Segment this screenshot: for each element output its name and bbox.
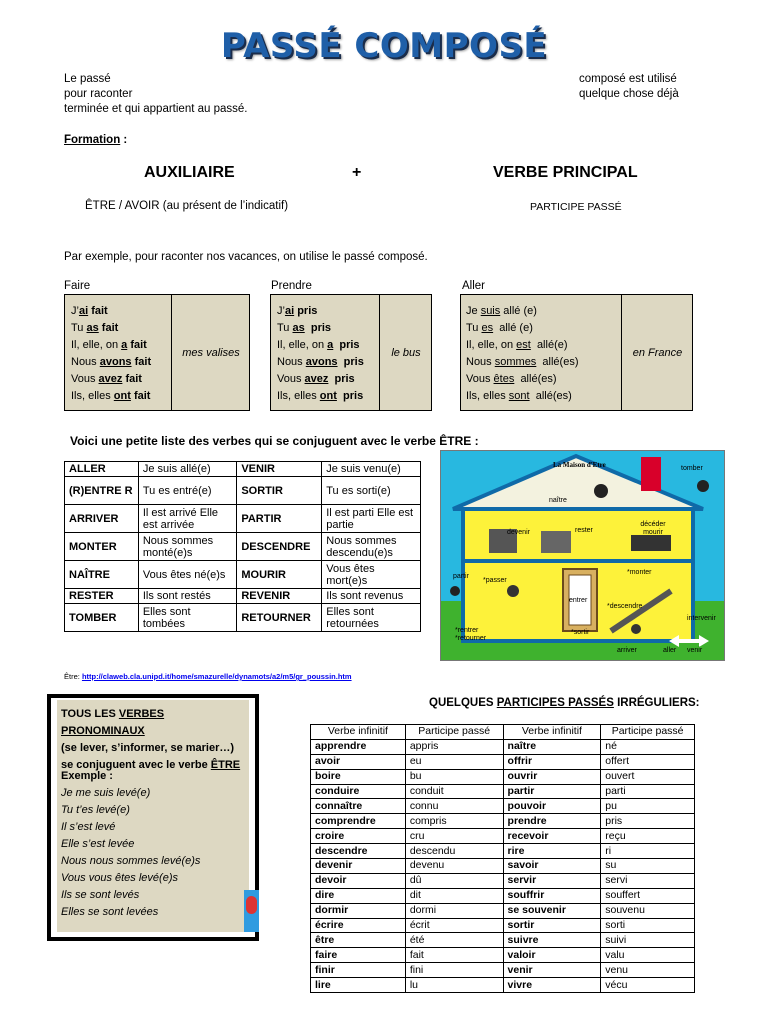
participes-table <box>310 724 695 993</box>
pp-infinitive-cell: devoir <box>311 873 406 888</box>
etre-verb-cell: ALLER <box>65 462 139 477</box>
intro-left <box>64 72 247 117</box>
conj-pronoun: Vous <box>71 373 99 385</box>
pp-row <box>311 769 695 784</box>
intro-line: pour raconter <box>64 88 133 100</box>
conj-pronoun: Ils, elles <box>277 390 320 402</box>
conj-line <box>277 303 364 320</box>
conj-participle: allé(es) <box>536 356 579 368</box>
conj-pronoun: J’ <box>277 305 285 317</box>
pp-heading-post: IRRÉGULIERS: <box>613 697 700 709</box>
pp-header-cell: Participe passé <box>405 725 503 740</box>
etre-verb-cell: RETOURNER <box>237 604 322 632</box>
conj-participle: pris <box>328 373 355 385</box>
pron-line-1 <box>61 706 247 740</box>
pp-participle-cell: pu <box>601 799 695 814</box>
maison-label: décéder mourir <box>640 521 666 536</box>
pp-infinitive-cell: offrir <box>503 754 601 769</box>
conj-auxiliary: est <box>516 339 531 351</box>
conj-line <box>71 354 151 371</box>
conj-pronoun: Vous <box>277 373 305 385</box>
pron-exemple: Exemple : <box>61 770 113 782</box>
pron-etre: ÊTRE <box>210 759 241 771</box>
conj-line <box>71 303 151 320</box>
pron-vp: VERBES PRONOMINAUX <box>61 708 165 737</box>
pp-infinitive-cell: comprendre <box>311 814 406 829</box>
etre-row <box>65 604 421 632</box>
maison-label: *passer <box>483 577 507 584</box>
etre-verb-cell: REVENIR <box>237 589 322 604</box>
pp-infinitive-cell: partir <box>503 784 601 799</box>
etre-verb-cell: PARTIR <box>237 505 322 533</box>
maison-label: arriver <box>617 647 637 654</box>
pp-participle-cell: devenu <box>405 859 503 874</box>
pp-infinitive-cell: avoir <box>311 754 406 769</box>
pp-participle-cell: souvenu <box>601 903 695 918</box>
pp-participle-cell: venu <box>601 963 695 978</box>
pp-participle-cell: offert <box>601 754 695 769</box>
conj-lines <box>277 303 364 405</box>
conj-participle: fait <box>88 305 108 317</box>
pron-example-line: Tu t’es levé(e) <box>61 804 130 816</box>
etre-conj-cell: Vous êtes mort(e)s <box>322 561 421 589</box>
conj-pronoun: Il, elle, on <box>466 339 517 351</box>
pp-infinitive-cell: sortir <box>503 918 601 933</box>
maison-label: venir <box>687 647 703 654</box>
conj-auxiliary: sont <box>508 390 530 402</box>
maison-label: *descendre <box>607 603 643 610</box>
conj-line <box>71 388 151 405</box>
example-sentence: Par exemple, pour raconter nos vacances, on utilise le passé composé. <box>64 251 428 263</box>
etre-link-line <box>64 672 352 681</box>
etre-verb-table <box>64 461 421 632</box>
conj-line <box>466 320 579 337</box>
etre-conj-cell: Ils sont revenus <box>322 589 421 604</box>
conj-participle: fait <box>131 356 152 368</box>
formula-plus: + <box>352 164 362 181</box>
pron-example-line: Vous vous êtes levé(e)s <box>61 872 178 884</box>
conj-participle: allé(es) <box>514 373 557 385</box>
pp-infinitive-cell: vivre <box>503 978 601 993</box>
pp-row <box>311 933 695 948</box>
pp-infinitive-cell: recevoir <box>503 829 601 844</box>
decor-circle <box>246 896 257 914</box>
conj-participle: pris <box>333 339 360 351</box>
maison-label: rester <box>575 527 593 534</box>
etre-conj-cell: Je suis venu(e) <box>322 462 421 477</box>
conj-pronoun: Nous <box>71 356 100 368</box>
conj-lines <box>466 303 579 405</box>
pp-row <box>311 873 695 888</box>
conj-pronoun: Tu <box>466 322 482 334</box>
pp-participle-cell: cru <box>405 829 503 844</box>
pp-header-cell: Participe passé <box>601 725 695 740</box>
etre-verb-cell: TOMBER <box>65 604 139 632</box>
etre-row <box>65 505 421 533</box>
conj-auxiliary: es <box>481 322 494 334</box>
pp-infinitive-cell: connaître <box>311 799 406 814</box>
pp-participle-cell: servi <box>601 873 695 888</box>
conj-complement: mes valises <box>182 346 240 359</box>
etre-conj-cell: Tu es entré(e) <box>138 477 237 505</box>
pp-row <box>311 829 695 844</box>
etre-link[interactable]: http://claweb.cla.unipd.it/home/smazurelle/dynamots/a2/m5/gr_poussin.htm <box>81 672 352 681</box>
maison-label: *sortir <box>571 629 590 636</box>
pron-example-lines <box>61 785 200 921</box>
pp-row <box>311 844 695 859</box>
conj-complement: en France <box>632 346 683 359</box>
pron-example-line: Ils se sont levés <box>61 889 140 901</box>
conj-pronoun: Tu <box>277 322 293 334</box>
pp-participle-cell: fini <box>405 963 503 978</box>
conj-box-faire <box>64 294 250 411</box>
pp-heading <box>429 697 700 709</box>
conj-line <box>466 371 579 388</box>
pron-example-line: Je me suis levé(e) <box>61 787 151 799</box>
pp-heading-u: PARTICIPES PASSÉS <box>496 697 614 709</box>
pp-row <box>311 963 695 978</box>
conj-participle: fait <box>122 373 142 385</box>
pp-row <box>311 784 695 799</box>
pp-infinitive-cell: conduire <box>311 784 406 799</box>
pron-example-line: Nous nous sommes levé(e)s <box>61 855 201 867</box>
conj-pronoun: Il, elle, on <box>277 339 328 351</box>
conj-line <box>277 337 364 354</box>
pron-tous: TOUS LES <box>61 708 119 720</box>
conj-participle: fait <box>98 322 119 334</box>
conj-pronoun: Il, elle, on <box>71 339 122 351</box>
pp-participle-cell: suivi <box>601 933 695 948</box>
intro-line: quelque chose déjà <box>579 88 679 100</box>
conj-participle: pris <box>304 322 332 334</box>
pronominal-rule <box>61 706 247 774</box>
conj-auxiliary: avons <box>305 356 338 368</box>
pp-participle-cell: descendu <box>405 844 503 859</box>
conj-line <box>466 303 579 320</box>
conj-participle: fait <box>130 390 151 402</box>
formation-word: Formation <box>64 134 121 146</box>
pp-participle-cell: né <box>601 739 695 754</box>
pp-infinitive-cell: finir <box>311 963 406 978</box>
intro-line: Le passé <box>64 73 111 85</box>
conj-participle: pris <box>294 305 318 317</box>
pp-infinitive-cell: dormir <box>311 903 406 918</box>
pp-participle-cell: su <box>601 859 695 874</box>
conj-verb-aller: Aller <box>462 280 486 292</box>
pp-row <box>311 903 695 918</box>
pron-example-line: Il s’est levé <box>61 821 116 833</box>
conj-participle: allé(e) <box>530 339 568 351</box>
etre-row <box>65 477 421 505</box>
conj-box-aller <box>460 294 693 411</box>
conj-line <box>71 320 151 337</box>
conj-box-prendre <box>270 294 432 411</box>
conj-auxiliary: ai <box>78 305 89 317</box>
etre-verb-cell: RESTER <box>65 589 139 604</box>
conj-verb-prendre: Prendre <box>271 280 312 292</box>
pp-row <box>311 948 695 963</box>
pp-infinitive-cell: suivre <box>503 933 601 948</box>
pp-row <box>311 799 695 814</box>
pp-infinitive-cell: servir <box>503 873 601 888</box>
conj-line <box>277 388 364 405</box>
etre-row <box>65 533 421 561</box>
maison-label: *rentrer *retourner <box>455 627 487 642</box>
intro-right <box>579 72 679 102</box>
pp-infinitive-cell: apprendre <box>311 739 406 754</box>
pp-infinitive-cell: se souvenir <box>503 903 601 918</box>
conj-pronoun: Nous <box>277 356 306 368</box>
pp-participle-cell: compris <box>405 814 503 829</box>
pronominal-box-inner <box>57 700 249 932</box>
etre-conj-cell: Je suis allé(e) <box>138 462 237 477</box>
conj-auxiliary: ai <box>284 305 295 317</box>
pp-infinitive-cell: ouvrir <box>503 769 601 784</box>
page-title: PASSÉ COMPOSÉ <box>220 26 548 66</box>
formula-verbe-principal: VERBE PRINCIPAL <box>493 164 638 181</box>
maison-label: intervenir <box>687 615 716 622</box>
pp-infinitive-cell: rire <box>503 844 601 859</box>
conj-participle: allé (e) <box>493 322 533 334</box>
pp-infinitive-cell: valoir <box>503 948 601 963</box>
conj-auxiliary: sommes <box>494 356 537 368</box>
maison-label: entrer <box>569 597 588 604</box>
conj-line <box>466 354 579 371</box>
etre-verb-cell: NAÎTRE <box>65 561 139 589</box>
conj-line <box>71 371 151 388</box>
pp-row <box>311 814 695 829</box>
pp-row <box>311 888 695 903</box>
etre-heading: Voici une petite liste des verbes qui se conjuguent avec le verbe ÊTRE : <box>70 434 479 448</box>
pp-participle-cell: souffert <box>601 888 695 903</box>
pp-participle-cell: appris <box>405 739 503 754</box>
pp-infinitive-cell: pouvoir <box>503 799 601 814</box>
pp-infinitive-cell: souffrir <box>503 888 601 903</box>
pp-participle-cell: dit <box>405 888 503 903</box>
conj-participle: allé (e) <box>500 305 537 317</box>
pp-participle-cell: pris <box>601 814 695 829</box>
pp-participle-cell: connu <box>405 799 503 814</box>
conj-auxiliary: avons <box>99 356 132 368</box>
pp-row <box>311 859 695 874</box>
formation-colon: : <box>120 134 128 146</box>
pp-participle-cell: ouvert <box>601 769 695 784</box>
conj-participle: allé(es) <box>529 390 572 402</box>
pp-participle-cell: vécu <box>601 978 695 993</box>
etre-verb-cell: DESCENDRE <box>237 533 322 561</box>
maison-label: partir <box>453 573 469 580</box>
pp-heading-pre: QUELQUES <box>429 697 497 709</box>
etre-conj-cell: Tu es sorti(e) <box>322 477 421 505</box>
etre-link-label: Être: <box>64 672 82 681</box>
pp-header-cell: Verbe infinitif <box>503 725 601 740</box>
etre-conj-cell: Vous êtes né(e)s <box>138 561 237 589</box>
pp-infinitive-cell: prendre <box>503 814 601 829</box>
pp-participle-cell: dû <box>405 873 503 888</box>
intro-line: terminée et qui appartient au passé. <box>64 103 248 115</box>
pp-participle-cell: lu <box>405 978 503 993</box>
etre-conj-cell: Elles sont retournées <box>322 604 421 632</box>
formula-aux-sub: ÊTRE / AVOIR (au présent de l’indicatif) <box>85 200 289 212</box>
conj-pronoun: Ils, elles <box>71 390 114 402</box>
etre-row <box>65 462 421 477</box>
pp-participle-cell: eu <box>405 754 503 769</box>
pp-infinitive-cell: dire <box>311 888 406 903</box>
pronominal-box <box>47 694 259 941</box>
pp-infinitive-cell: naître <box>503 739 601 754</box>
etre-conj-cell: Elles sont tombées <box>138 604 237 632</box>
decor-strip <box>244 890 259 932</box>
pp-participle-cell: bu <box>405 769 503 784</box>
etre-verb-cell: (R)ENTRE R <box>65 477 139 505</box>
pp-infinitive-cell: venir <box>503 963 601 978</box>
conj-participle: pris <box>336 390 364 402</box>
pron-conj-pre: se conjuguent avec le verbe <box>61 759 211 771</box>
pp-infinitive-cell: savoir <box>503 859 601 874</box>
pron-example-line: Elle s’est levée <box>61 838 135 850</box>
conj-auxiliary: as <box>86 322 99 334</box>
pp-participle-cell: reçu <box>601 829 695 844</box>
conj-auxiliary: avez <box>304 373 329 385</box>
pp-row <box>311 978 695 993</box>
pron-paren: (se lever, s’informer, se marier…) <box>61 742 235 754</box>
pp-row <box>311 754 695 769</box>
pp-infinitive-cell: faire <box>311 948 406 963</box>
pp-participle-cell: dormi <box>405 903 503 918</box>
conj-auxiliary: a <box>121 339 128 351</box>
maison-label: naître <box>549 497 567 504</box>
conj-line <box>71 337 151 354</box>
pp-infinitive-cell: descendre <box>311 844 406 859</box>
intro-line: composé est utilisé <box>579 73 677 85</box>
conj-auxiliary: avez <box>98 373 123 385</box>
conj-auxiliary: suis <box>480 305 501 317</box>
pp-participle-cell: parti <box>601 784 695 799</box>
conj-auxiliary: a <box>327 339 334 351</box>
etre-verb-cell: SORTIR <box>237 477 322 505</box>
etre-verb-cell: ARRIVER <box>65 505 139 533</box>
pp-infinitive-cell: lire <box>311 978 406 993</box>
pp-infinitive-cell: être <box>311 933 406 948</box>
conj-line <box>466 388 579 405</box>
etre-row <box>65 589 421 604</box>
conj-line <box>466 337 579 354</box>
maison-label: *monter <box>627 569 652 576</box>
maison-label: tomber <box>681 465 703 472</box>
pp-infinitive-cell: écrire <box>311 918 406 933</box>
pp-infinitive-cell: boire <box>311 769 406 784</box>
conj-pronoun: Vous <box>466 373 494 385</box>
etre-verb-cell: MOURIR <box>237 561 322 589</box>
pp-infinitive-cell: croire <box>311 829 406 844</box>
conj-auxiliary: ont <box>319 390 337 402</box>
pp-row <box>311 918 695 933</box>
conj-line <box>277 371 364 388</box>
conj-lines <box>71 303 151 405</box>
pp-participle-cell: fait <box>405 948 503 963</box>
pp-infinitive-cell: devenir <box>311 859 406 874</box>
etre-row <box>65 561 421 589</box>
conj-pronoun: Ils, elles <box>466 390 509 402</box>
etre-verb-cell: VENIR <box>237 462 322 477</box>
conj-pronoun: J’ <box>71 305 79 317</box>
pp-participle-cell: sorti <box>601 918 695 933</box>
etre-conj-cell: Nous sommes descendu(e)s <box>322 533 421 561</box>
conj-complement: le bus <box>391 346 421 359</box>
conj-line <box>277 354 364 371</box>
etre-conj-cell: Il est parti Elle est partie <box>322 505 421 533</box>
pron-example-line: Elles se sont levées <box>61 906 159 918</box>
pp-participle-cell: écrit <box>405 918 503 933</box>
conj-pronoun: Nous <box>466 356 495 368</box>
etre-conj-cell: Il est arrivé Elle est arrivée <box>138 505 237 533</box>
pp-participle-cell: valu <box>601 948 695 963</box>
pp-participle-cell: ri <box>601 844 695 859</box>
pp-participle-cell: conduit <box>405 784 503 799</box>
maison-etre-illustration <box>440 450 725 661</box>
conj-participle: pris <box>337 356 364 368</box>
conj-participle: fait <box>127 339 147 351</box>
conj-line <box>277 320 364 337</box>
maison-label: devenir <box>507 529 530 536</box>
etre-verb-cell: MONTER <box>65 533 139 561</box>
maison-label: aller <box>663 647 677 654</box>
pp-row <box>311 739 695 754</box>
pp-participle-cell: été <box>405 933 503 948</box>
pp-header-cell: Verbe infinitif <box>311 725 406 740</box>
formula-auxiliaire: AUXILIAIRE <box>144 164 235 181</box>
etre-conj-cell: Ils sont restés <box>138 589 237 604</box>
formula-verbe-sub: PARTICIPE PASSÉ <box>530 201 622 213</box>
conj-pronoun: Je <box>466 305 481 317</box>
conj-auxiliary: êtes <box>493 373 515 385</box>
etre-conj-cell: Nous sommes monté(e)s <box>138 533 237 561</box>
conj-auxiliary: as <box>292 322 305 334</box>
formation-label <box>64 134 127 146</box>
conj-verb-faire: Faire <box>64 280 91 292</box>
conj-pronoun: Tu <box>71 322 87 334</box>
conj-auxiliary: ont <box>113 390 131 402</box>
maison-title: La Maison d'Etre <box>553 461 606 469</box>
